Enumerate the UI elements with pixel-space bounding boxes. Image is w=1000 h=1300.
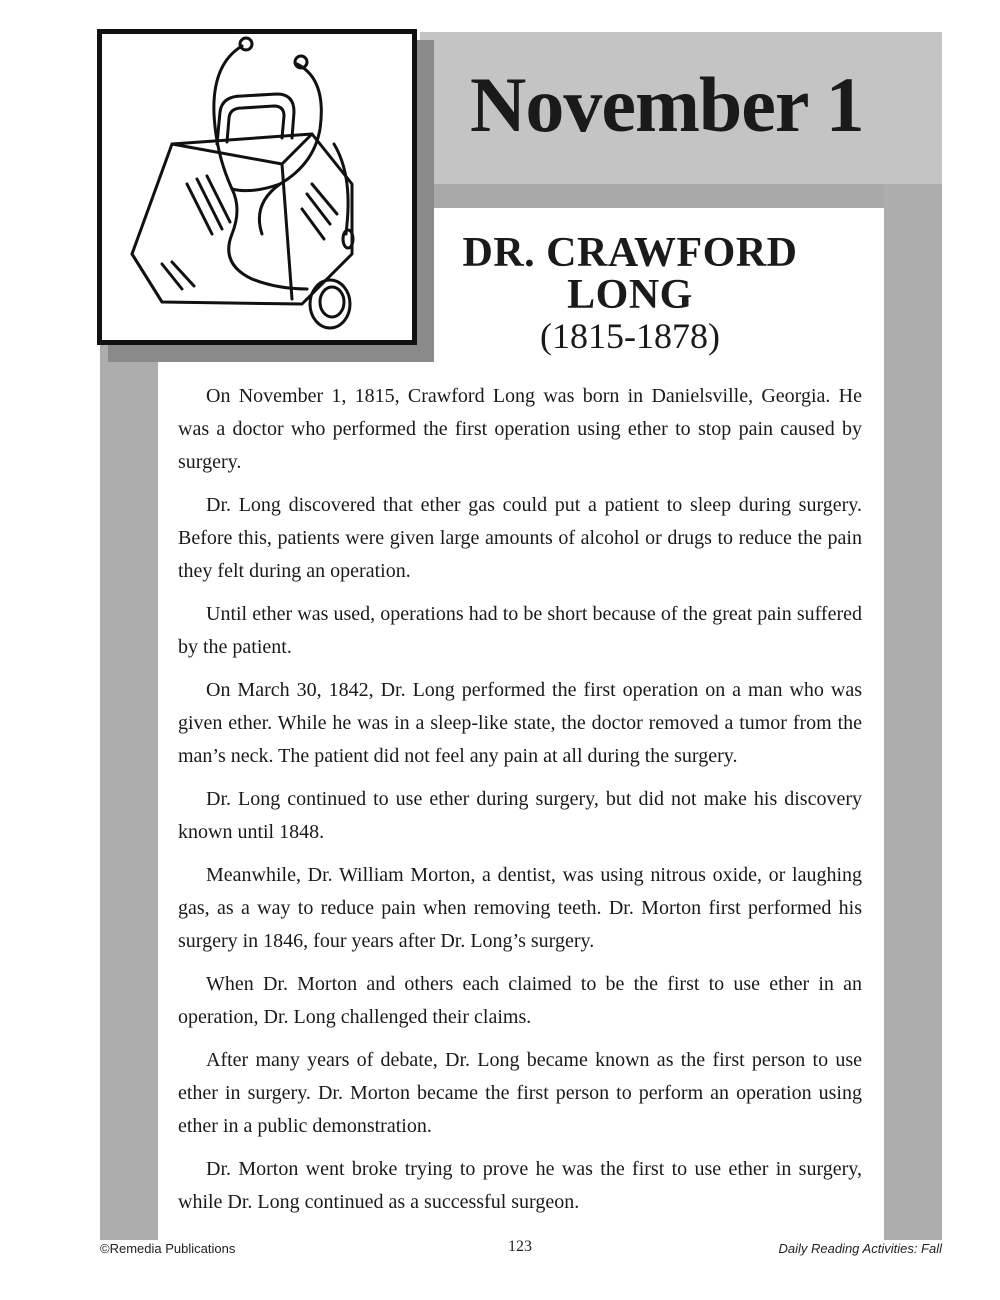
article-paragraph: On November 1, 1815, Crawford Long was born in Danielsville, Georgia. He was a doctor who performed the first operation using ether to stop pain caused by surgery. (178, 385, 862, 473)
title-band-shadow (420, 184, 942, 208)
person-name: DR. CRAWFORD LONG (462, 230, 798, 318)
article-paragraph: Meanwhile, Dr. William Morton, a dentist, was using nitrous oxide, or laughing gas, as a way to reduce pain when removing teeth. Dr. Morton first performed his surgery in 1846, four years after Dr. Long’s surgery. (178, 864, 862, 952)
article-paragraph: Dr. Long continued to use ether during surgery, but did not make his discovery known until 1848. (178, 788, 862, 843)
footer-book-title: Daily Reading Activities: Fall (778, 1241, 942, 1256)
doctor-bag-stethoscope-icon (102, 34, 412, 340)
article-paragraph: On March 30, 1842, Dr. Long performed the first operation on a man who was given ether. While he was in a sleep-like state, the doctor removed a tumor from the man’s neck. The patient did not feel any pain at all during the surgery. (178, 679, 862, 767)
date-title: November 1 (470, 61, 864, 148)
illustration-frame (97, 29, 417, 345)
article-paragraph: When Dr. Morton and others each claimed to be the first to use ether in an operation, Dr. Long challenged their claims. (178, 973, 862, 1028)
article-paragraph: After many years of debate, Dr. Long became known as the first person to use ether in surgery. Dr. Morton became the first person to perform an operation using ether in a public demonstration. (178, 1049, 862, 1137)
article-body (178, 380, 862, 1229)
person-years: (1815-1878) (540, 316, 720, 356)
article-paragraph: Until ether was used, operations had to be short because of the great pain suffered by the patient. (178, 603, 862, 658)
left-border-bar (100, 340, 158, 1240)
footer-page-number: 123 (508, 1238, 532, 1255)
article-paragraph: Dr. Morton went broke trying to prove he was the first to use ether in surgery, while Dr. Long continued as a successful surgeon. (178, 1158, 862, 1213)
right-border-bar (884, 184, 942, 1240)
article-paragraph: Dr. Long discovered that ether gas could put a patient to sleep during surgery. Before this, patients were given large amounts of alcohol or drugs to reduce the pain they felt during an operation. (178, 494, 862, 582)
footer-publisher: ©Remedia Publications (100, 1241, 236, 1256)
